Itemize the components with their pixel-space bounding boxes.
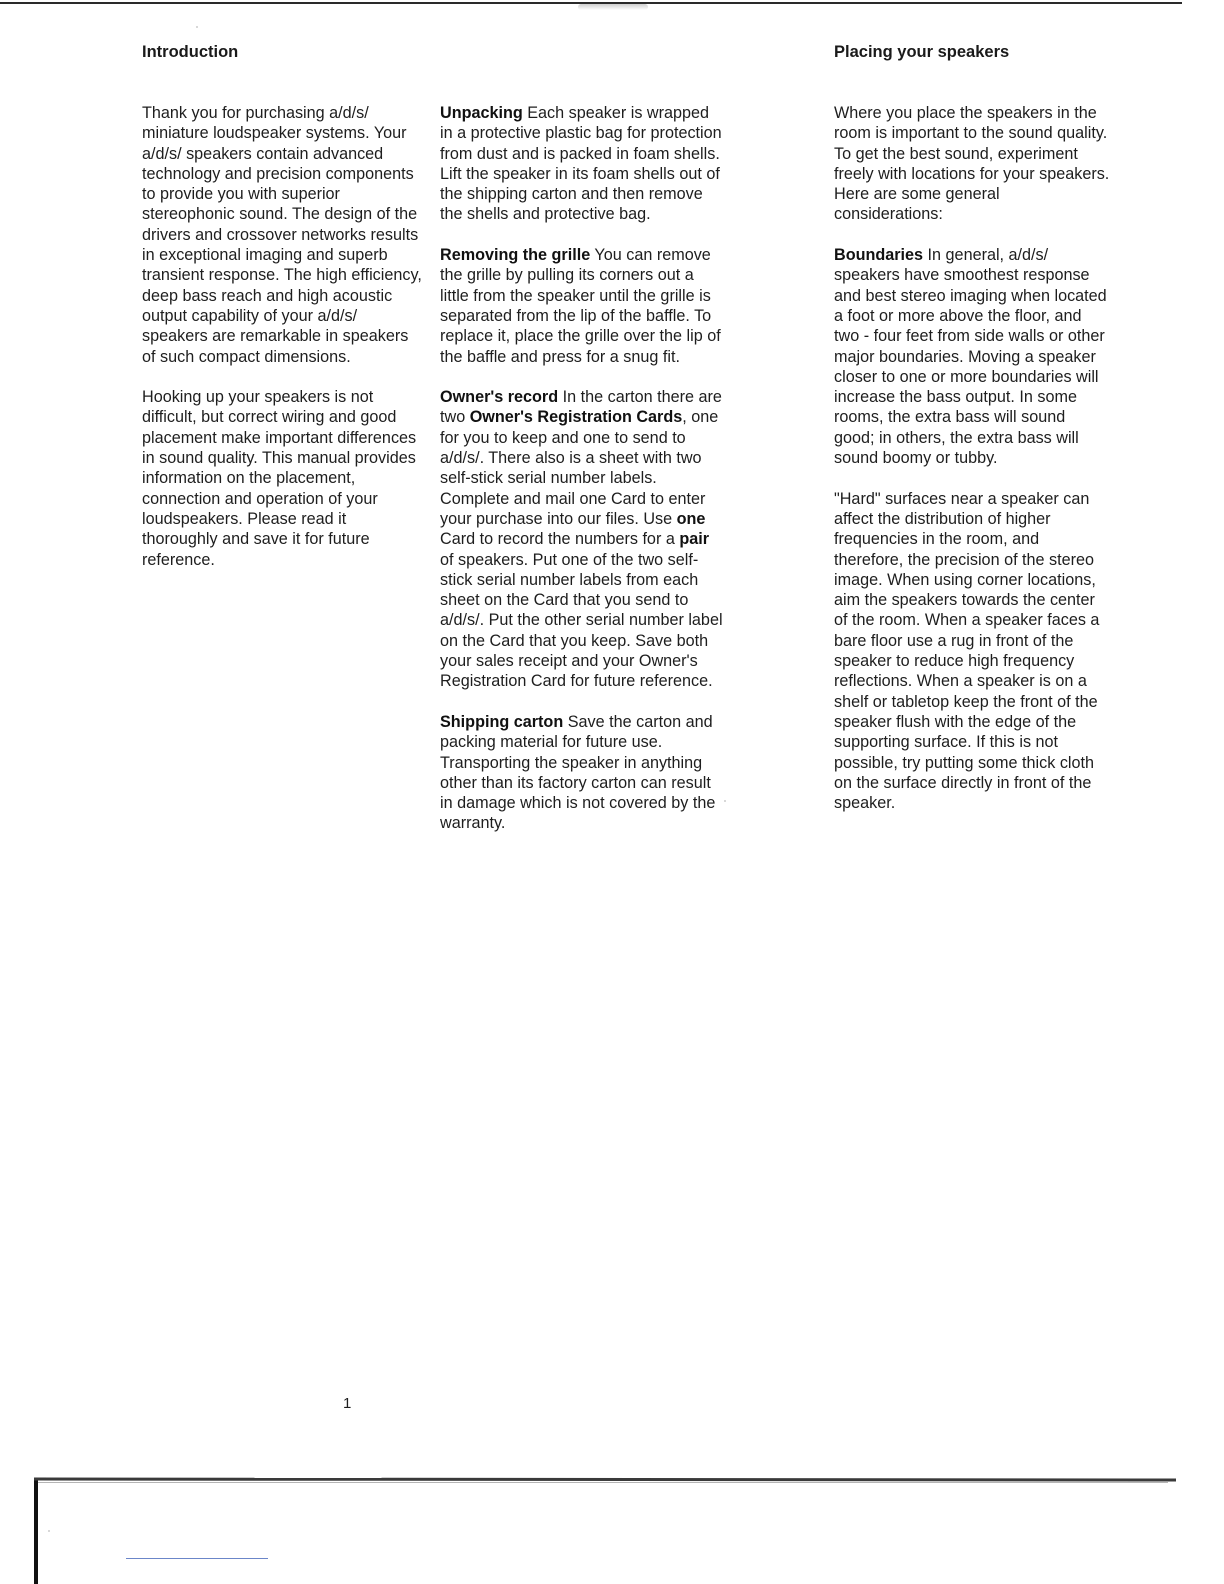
owners-record-bold-1: Owner's Registration Cards: [469, 408, 683, 427]
grille-title: Removing the grille: [440, 246, 591, 265]
owners-record-text-2: , one for you to keep and one to send to a/d/s/. There also is a sheet with two self-stick serial number labels. Complete and mail one Card to enter your purchase into our files. Use: [440, 408, 719, 528]
owners-record-text-3: Card to record the numbers for a: [440, 530, 680, 549]
scan-bottom-edge-line: [34, 1478, 1176, 1482]
owners-record-bold-2: one: [676, 509, 706, 528]
unpacking-paragraph: [440, 103, 724, 225]
intro-paragraph-2: Hooking up your speakers is not difficult, but correct wiring and good placement make important differences in sound quality. This manual provides information on the placement, connection and operation of your loudspeakers. Please read it thoroughly and save it for future reference.: [142, 388, 417, 569]
scan-bottom-shadow-line: [38, 1482, 1168, 1483]
column-unpacking: [440, 103, 724, 854]
scan-left-edge: [34, 1478, 38, 1584]
scan-smudge: [578, 4, 648, 10]
grille-text: You can remove the grille by pulling its corners out a little from the speaker until the grille is separated from the lip of the baffle. To replace it, place the grille over the lip of the baffle and press for a snug fit.: [440, 246, 721, 366]
scan-speck: [48, 1530, 50, 1532]
unpacking-title: Unpacking: [440, 104, 523, 122]
scan-speck: [196, 26, 198, 28]
shipping-carton-text: Save the carton and packing material for future use. Transporting the speaker in anything other than its factory carton can result in damage which is not covered by the warranty.: [440, 712, 716, 833]
page-number: 1: [343, 1395, 352, 1412]
column-introduction: [142, 103, 424, 590]
shipping-carton-paragraph: [440, 712, 724, 834]
scan-speck: [724, 800, 726, 802]
owners-record-bold-3: pair: [679, 530, 710, 549]
intro-paragraph-1: Thank you for purchasing a/d/s/ miniature loudspeaker systems. Your a/d/s/ speakers contain advanced technology and precision components to provide you with superior stereophonic sound. The design of the drivers and crossover networks results in exceptional imaging and superb transient response. The high efficiency, deep bass reach and high acoustic output capability of your a/d/s/ speakers are remarkable in speakers of such compact dimensions.: [142, 104, 422, 366]
boundaries-paragraph: [834, 245, 1110, 468]
hard-surfaces-paragraph: "Hard" surfaces near a speaker can affect the distribution of higher frequencies in the room, and therefore, the precision of the stereo image. When using corner locations, aim the speakers towards the center of the room. When a speaker faces a bare floor use a rug in front of the speaker to reduce high frequency reflections. When a speaker is on a shelf or tabletop keep the front of the speaker flush with the edge of the supporting surface. If this is not possible, try putting some thick cloth on the surface directly in front of the speaker.: [834, 489, 1100, 813]
scan-blue-mark: [126, 1558, 268, 1559]
boundaries-title: Boundaries: [834, 246, 924, 265]
owners-record-title: Owner's record: [440, 388, 559, 407]
owners-record-text-1: In the carton there are two: [440, 388, 722, 427]
unpacking-text: Each speaker is wrapped in a protective plastic bag for protection from dust and is packed in foam shells. Lift the speaker in its foam shells out of the shipping carton and then remove the shells and protective bag.: [440, 104, 722, 224]
heading-introduction: Introduction: [142, 43, 239, 61]
column-placing-speakers: [834, 103, 1110, 834]
placing-paragraph-1: Where you place the speakers in the room is important to the sound quality. To get the best sound, experiment freely with locations for your speakers. Here are some general considerations:: [834, 104, 1110, 224]
heading-placing-speakers: Placing your speakers: [834, 43, 1010, 61]
owners-record-text-4: of speakers. Put one of the two self-stick serial number labels from each sheet on the Card that you send to a/d/s/. Put the other serial number label on the Card that you keep. Save both your sales receipt and your Owner's Registration Card for future reference.: [440, 550, 723, 691]
boundaries-text: In general, a/d/s/ speakers have smoothest response and best stereo imaging when located a foot or more above the floor, and two - four feet from side walls or other major boundaries. Moving a speaker closer to one or more boundaries will increase the bass output. In some rooms, the extra bass will sound good; in others, the extra bass will sound boomy or tubby.: [834, 246, 1107, 468]
owners-record-paragraph: [440, 387, 724, 691]
grille-paragraph: [440, 245, 724, 367]
shipping-carton-title: Shipping carton: [440, 712, 564, 731]
